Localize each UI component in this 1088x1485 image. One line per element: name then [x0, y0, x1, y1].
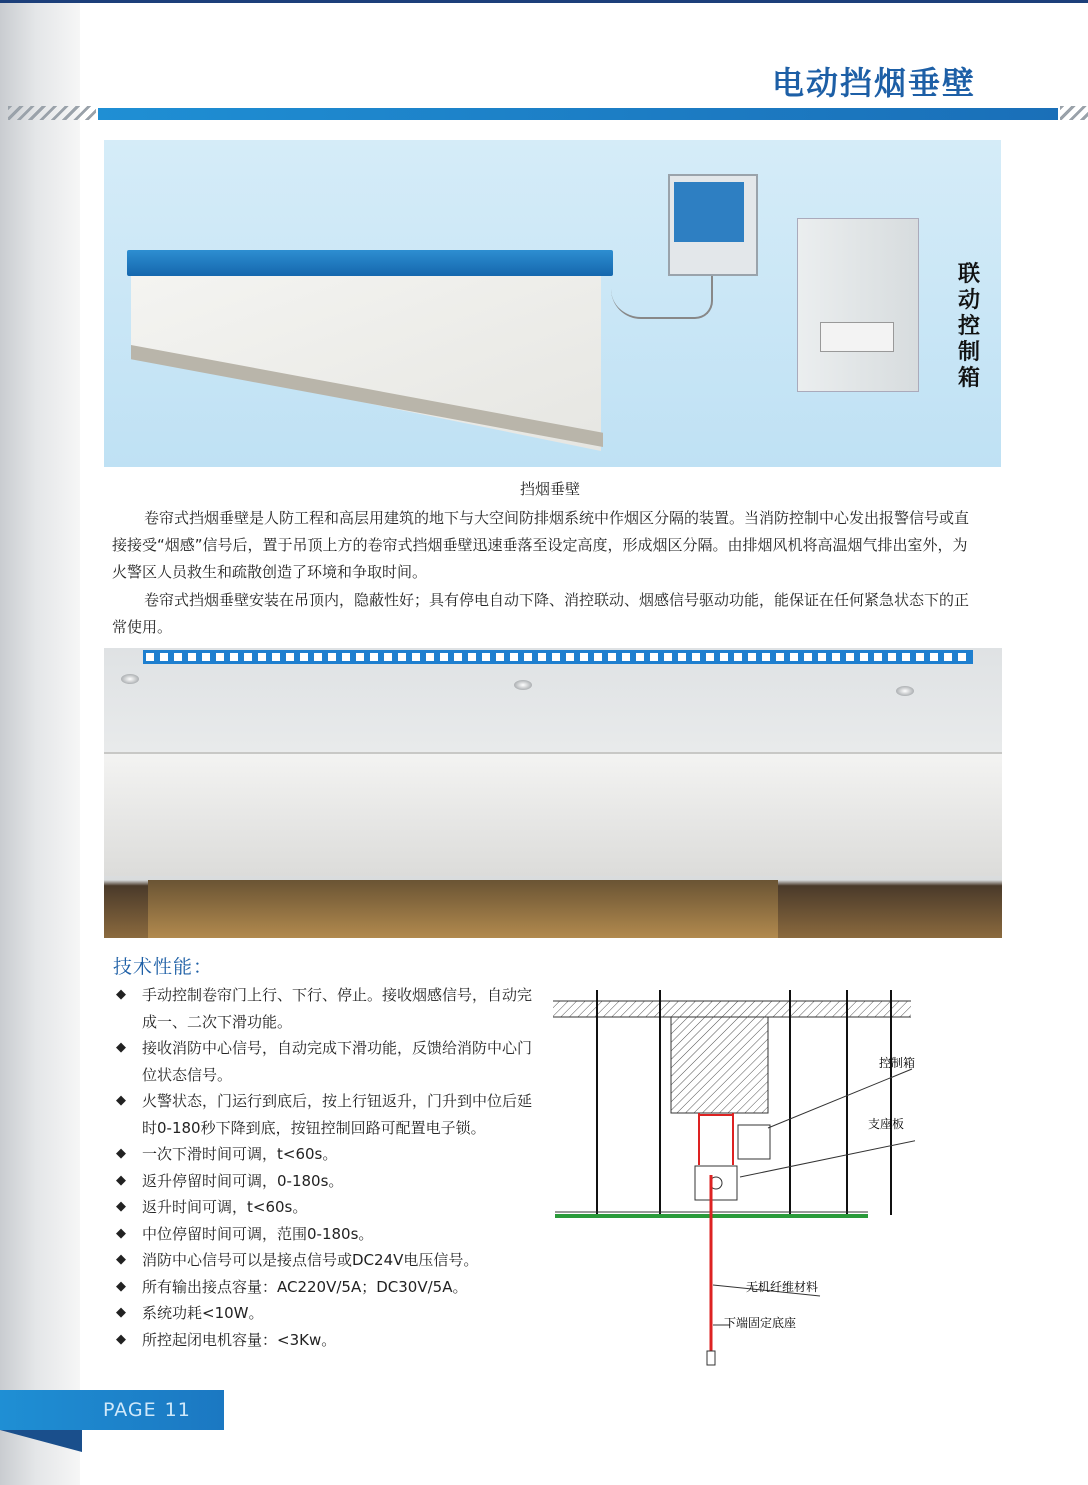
installed-curtain	[104, 752, 1002, 876]
spec-item: ◆ 消防中心信号可以是接点信号或DC24V电压信号。	[114, 1247, 534, 1274]
room-opening	[148, 880, 778, 938]
specs-title: 技术性能：	[113, 956, 214, 978]
ceiling-lamp	[896, 686, 914, 696]
linkage-control-box	[797, 218, 919, 392]
spec-item: ◆ 一次下滑时间可调，t<60s。	[114, 1141, 534, 1168]
control-box-symbol	[738, 1125, 770, 1159]
page-title: 电动挡烟垂壁	[771, 64, 976, 102]
spec-item: ◆ 接收消防中心信号，自动完成下滑功能，反馈给消防中心门位状态信号。	[114, 1035, 534, 1088]
ceiling-lamp	[514, 680, 532, 690]
diagram-label-material: 无机纤维材料	[746, 1280, 819, 1294]
linkage-control-box-terminal	[820, 322, 894, 352]
photo-caption: 挡烟垂壁	[519, 480, 580, 498]
diagram-label-base: 下端固定底座	[724, 1316, 797, 1330]
spec-item: ◆ 所有输出接点容量：AC220V/5A；DC30V/5A。	[114, 1274, 534, 1301]
header-bar	[98, 108, 1058, 120]
top-border	[0, 0, 1088, 3]
diagram-label-control-box: 控制箱	[878, 1056, 915, 1070]
ceiling-lamp	[121, 674, 139, 684]
bottom-base-symbol	[707, 1351, 715, 1365]
diagram-label-support-plate: 支座板	[868, 1117, 905, 1131]
specs-list	[114, 982, 534, 1353]
hanger-rods	[699, 1113, 733, 1165]
spec-item: ◆ 中位停留时间可调，范围0-180s。	[114, 1221, 534, 1248]
page-number: PAGE 11	[103, 1399, 191, 1421]
spec-item: ◆ 系统功耗<10W。	[114, 1300, 534, 1327]
spec-item: ◆ 火警状态，门运行到底后，按上行钮返升，门升到中位后延时0-180秒下降到底，按钮控制回路可配置电子锁。	[114, 1088, 534, 1141]
roller-housing	[127, 250, 613, 276]
header-hatch-left	[8, 106, 96, 120]
support-plate-symbol	[695, 1166, 737, 1200]
intro-paragraph-1: 卷帘式挡烟垂壁是人防工程和高层用建筑的地下与大空间防排烟系统中作烟区分隔的装置。当消防控制中心发出报警信号或直接接受“烟感”信号后，置于吊顶上方的卷帘式挡烟垂壁迅速垂落至设定高度，形成烟区分隔。由排烟风机将高温烟气排出室外，为火警区人员救生和疏散创造了环境和争取时间。	[112, 509, 970, 581]
film-strip-dots	[146, 653, 970, 661]
spec-item: ◆ 返升时间可调，t<60s。	[114, 1194, 534, 1221]
spec-item: ◆ 返升停留时间可调，0-180s。	[114, 1168, 534, 1195]
ceiling-slab	[553, 1001, 911, 1113]
installation-diagram	[550, 985, 915, 1370]
book-spine-shadow	[0, 0, 80, 1485]
intro-paragraph-2: 卷帘式挡烟垂壁安装在吊顶内，隐蔽性好；具有停电自动下降、消控联动、烟感信号驱动功能，能保证在任何紧急状态下的正常使用。	[112, 591, 970, 636]
control-box-label: 联动控制箱	[958, 262, 981, 391]
spec-item: ◆ 所控起闭电机容量：<3Kw。	[114, 1327, 534, 1354]
header-hatch-right	[1060, 106, 1088, 120]
small-control-box-panel	[674, 182, 744, 242]
spec-item: ◆ 手动控制卷帘门上行、下行、停止。接收烟感信号，自动完成一、二次下滑功能。	[114, 982, 534, 1035]
